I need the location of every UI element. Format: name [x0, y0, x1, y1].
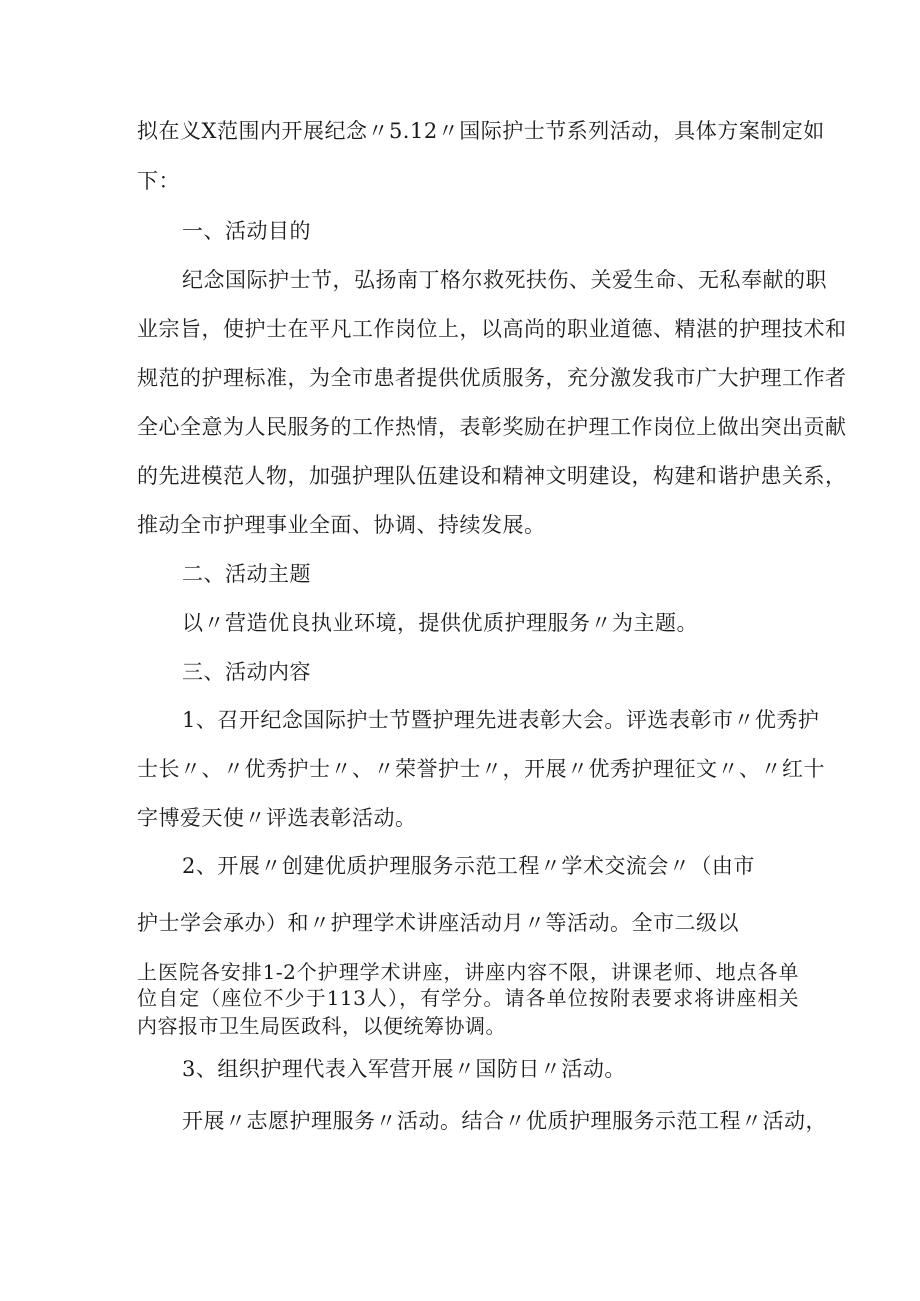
paragraph-purpose-line-5: 的先进模范人物，加强护理队伍建设和精神文明建设，构建和谐护患关系， [137, 464, 847, 488]
section-heading-theme: 二、活动主题 [182, 562, 311, 586]
section-heading-purpose: 一、活动目的 [182, 219, 311, 243]
item-2-line-2: 护士学会承办）和〃护理学术讲座活动月〃等活动。全市二级以 [137, 911, 739, 935]
paragraph-purpose-line-2: 业宗旨，使护士在平凡工作岗位上，以高尚的职业道德、精湛的护理技术和 [137, 317, 847, 341]
paragraph-intro-line-1: 拟在义X范围内开展纪念〃5.12〃国际护士节系列活动，具体方案制定如 [137, 119, 825, 143]
item-1-line-2: 士长〃、〃优秀护士〃、〃荣誉护士〃，开展〃优秀护理征文〃、〃红十 [137, 757, 825, 781]
paragraph-purpose-line-6: 推动全市护理事业全面、协调、持续发展。 [137, 513, 546, 537]
item-1-line-3: 字博爱天使〃评选表彰活动。 [137, 806, 417, 830]
item-4-line-1: 开展〃志愿护理服务〃活动。结合〃优质护理服务示范工程〃活动， [182, 1109, 827, 1133]
item-2-line-5: 内容报市卫生局医政科，以便统筹协调。 [137, 1014, 506, 1038]
paragraph-purpose-line-4: 全心全意为人民服务的工作热情，表彰奖励在护理工作岗位上做出突出贡献 [137, 415, 847, 439]
item-1-line-1: 1、召开纪念国际护士节暨护理先进表彰大会。评选表彰市〃优秀护 [182, 708, 820, 732]
paragraph-theme: 以〃营造优良执业环境，提供优质护理服务〃为主题。 [182, 611, 698, 635]
paragraph-purpose-line-3: 规范的护理标准，为全市患者提供优质服务，充分激发我市广大护理工作者 [137, 366, 847, 390]
item-3: 3、组织护理代表入军营开展〃国防日〃活动。 [182, 1057, 626, 1081]
section-heading-content: 三、活动内容 [182, 660, 311, 684]
item-2-line-1: 2、开展〃创建优质护理服务示范工程〃学术交流会〃（由市 [182, 854, 755, 878]
paragraph-intro-line-2: 下： [137, 169, 180, 193]
paragraph-purpose-line-1: 纪念国际护士节，弘扬南丁格尔救死扶伤、关爱生命、无私奉献的职 [182, 268, 827, 292]
item-2-line-3: 上医院各安排1-2个护理学术讲座，讲座内容不限，讲课老师、地点各单 [137, 960, 799, 984]
item-2-line-4: 位自定（座位不少于113人），有学分。请各单位按附表要求将讲座相关 [137, 986, 799, 1010]
